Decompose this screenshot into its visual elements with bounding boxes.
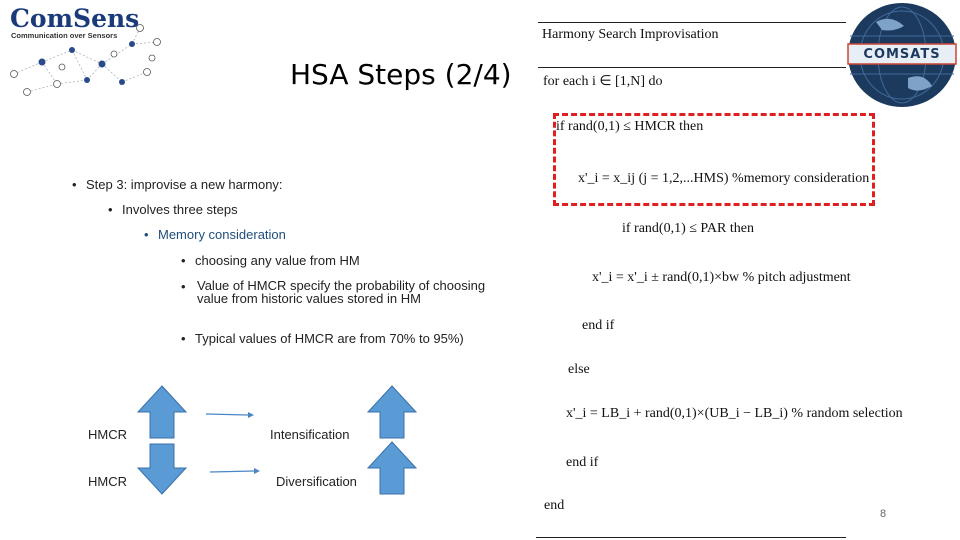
bullet-step3 (72, 177, 283, 192)
comsats-logo (846, 2, 958, 108)
bullet-hmcr-value-text: Value of HMCR specify the probability of choosing value from historic values stored in HM (197, 278, 486, 306)
comsats-label: COMSATS (863, 47, 941, 62)
page-number: 8 (880, 508, 887, 520)
algo-if-hmcr-line: if rand(0,1) ≤ HMCR then (556, 119, 704, 134)
algo-for-line: for each i ∈ [1,N] do (543, 74, 663, 89)
right-arrow-icon (206, 412, 254, 418)
bullet-step3-text: Step 3: improvise a new harmony: (86, 177, 283, 192)
bullet-choosing (181, 253, 360, 268)
bullet-memory (144, 227, 286, 242)
algo-if-par-line: if rand(0,1) ≤ PAR then (622, 221, 754, 236)
algo-end: end (544, 498, 565, 513)
hmcr-label-1: HMCR (88, 427, 127, 442)
algo-memory-line: x'_i = x_ij (j = 1,2,...HMS) %memory consideration (578, 171, 870, 186)
slide-title: HSA Steps (2/4) (290, 58, 512, 91)
bullet-typical-text: Typical values of HMCR are from 70% to 95%) (195, 331, 464, 346)
bullet-dot-icon: • (181, 279, 186, 294)
bullet-dot-icon: • (144, 227, 149, 242)
up-arrow-icon (368, 442, 416, 494)
comsens-logo (2, 2, 172, 106)
up-arrow-icon (138, 386, 186, 438)
bullet-choosing-text: choosing any value from HM (195, 253, 360, 268)
algo-bottom-rule (536, 537, 846, 538)
algo-header: Harmony Search Improvisation (542, 27, 719, 42)
algo-endif-2: end if (566, 455, 599, 470)
right-arrow-icon (210, 468, 260, 474)
bullet-involves (108, 202, 238, 217)
bullet-dot-icon: • (181, 331, 186, 346)
algo-random-line: x'_i = LB_i + rand(0,1)×(UB_i − LB_i) % random selection (566, 406, 903, 421)
algo-else: else (568, 362, 590, 377)
bullet-memory-text: Memory consideration (158, 227, 286, 242)
comsens-tagline: Communication over Sensors (11, 31, 118, 40)
hmcr-label-2: HMCR (88, 474, 127, 489)
bullet-dot-icon: • (181, 253, 186, 268)
bullet-dot-icon: • (108, 202, 113, 217)
algo-top-rule (538, 22, 846, 23)
algo-header-rule (538, 67, 846, 68)
up-arrow-icon (368, 386, 416, 438)
bullet-typical (181, 331, 464, 346)
diversification-label: Diversification (276, 474, 357, 489)
down-arrow-icon (138, 444, 186, 494)
bullet-dot-icon: • (72, 177, 77, 192)
algo-pitch-line: x'_i = x'_i ± rand(0,1)×bw % pitch adjustment (592, 270, 851, 285)
algo-endif-1: end if (582, 318, 615, 333)
comsens-brand: ComSens (10, 4, 140, 33)
bullet-involves-text: Involves three steps (122, 202, 238, 217)
intensification-label: Intensification (270, 427, 350, 442)
